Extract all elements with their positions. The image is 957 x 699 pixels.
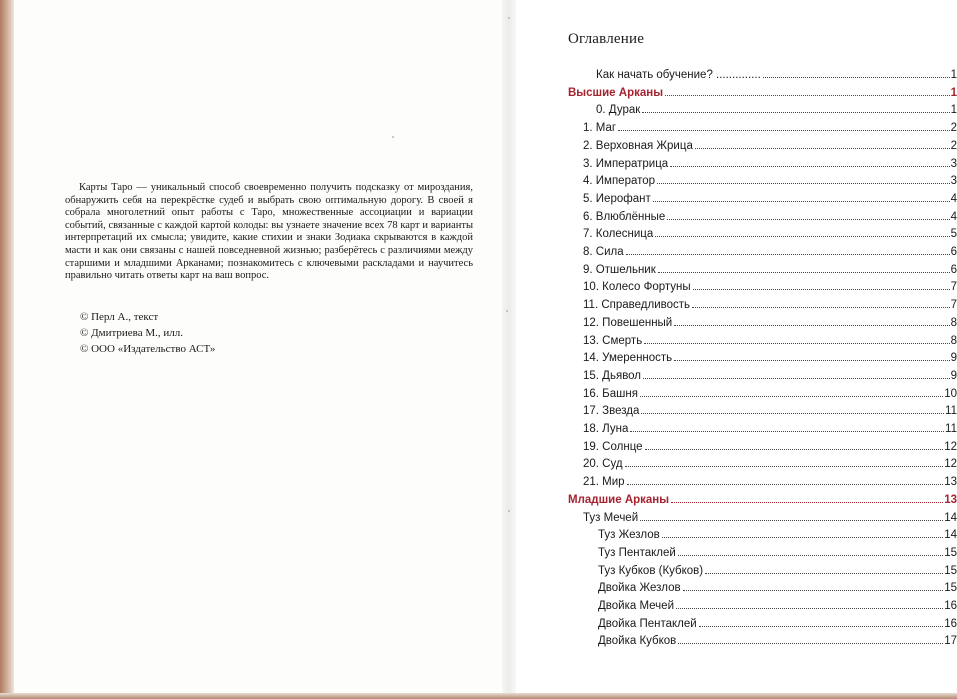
toc-entry-page: 7	[950, 281, 957, 293]
toc-leader-dots	[644, 333, 949, 344]
toc-entry-page: 4	[950, 211, 957, 223]
toc-entry-page: 6	[950, 264, 957, 276]
toc-leader-dots	[678, 633, 943, 644]
copyright-block	[80, 309, 380, 357]
toc-leader-dots	[657, 173, 950, 184]
toc-entry	[596, 67, 957, 84]
toc-entry-page: 3	[950, 175, 957, 187]
toc-entry-label: 18. Луна	[583, 423, 629, 435]
toc-leader-dots	[763, 67, 950, 78]
toc-entry-page: 17	[944, 635, 957, 647]
toc-leader-dots	[626, 244, 950, 255]
toc-entry-label: 10. Колесо Фортуны	[583, 281, 691, 293]
toc-leader-dots	[627, 474, 944, 485]
toc-entry-page: 12	[944, 458, 957, 470]
copyright-text-author: © Перл А., текст	[80, 311, 159, 323]
toc-entry-page: 10	[944, 388, 957, 400]
toc-entry-label: 19. Солнце	[583, 441, 643, 453]
toc-entry-label: Как начать обучение? ..............	[596, 69, 761, 81]
book-gutter	[502, 0, 516, 693]
toc-entry	[583, 474, 957, 491]
toc-entry-label: 17. Звезда	[583, 405, 640, 417]
toc-entry-page: 1	[950, 87, 957, 99]
toc-entry-label: 6. Влюблённые	[583, 211, 666, 223]
toc-entry-label: 11. Справедливость	[583, 299, 691, 311]
toc-title: Оглавление	[568, 31, 645, 47]
book-edge-left	[0, 0, 14, 699]
book-annotation: Карты Таро — уникальный способ своевременно получить подсказку от мироздания, обнаружить себя на перекрёстке судеб и выбрать свою оптимальную дорогу. В своей я собрала многолетний опыт работы с Таро, множественные ассоциации и вариации событий, связанные с каждой картой колоды: вы узнаете значение всех 78 карт и варианты интерпретаций их смысла; увидите, какие стихии и знаки Зодиака скрываются в каждой масти и как они связаны с нашей повседневной жизнью; разберётесь с различиями между старшими и младшими Арканами; познакомитесь с ключевыми раскладами и научитесь правильно читать ответы карт на ваш вопрос.	[65, 182, 473, 282]
toc-entry-page: 8	[950, 317, 957, 329]
toc-entry-page: 2	[950, 122, 957, 134]
toc-entry-page: 16	[944, 618, 957, 630]
copyright-publisher: © ООО «Издательство АСТ»	[80, 343, 216, 355]
toc-entry-page: 12	[944, 441, 957, 453]
toc-entry-page: 16	[944, 600, 957, 612]
toc-leader-dots	[641, 403, 944, 414]
toc-entry	[598, 633, 957, 650]
scan-speck	[508, 17, 510, 19]
toc-entry-label: Двойка Кубков	[598, 635, 677, 647]
toc-entry-label: Туз Пентаклей	[598, 547, 676, 559]
toc-section-heading	[568, 85, 957, 102]
toc-entry-page: 1	[950, 104, 957, 116]
toc-entry	[583, 209, 957, 226]
toc-entry	[583, 350, 957, 367]
toc-entry-label: Туз Жезлов	[598, 529, 660, 541]
toc-entry-page: 2	[950, 140, 957, 152]
book-edge-bottom	[0, 693, 957, 699]
toc-leader-dots	[625, 456, 944, 467]
toc-entry-page: 3	[950, 158, 957, 170]
scan-speck	[392, 136, 394, 138]
toc-entry	[596, 102, 957, 119]
toc-entry-page: 15	[944, 582, 957, 594]
toc-entry	[598, 527, 957, 544]
toc-entry	[583, 262, 957, 279]
toc-leader-dots	[653, 191, 950, 202]
toc-entry-label: 8. Сила	[583, 246, 624, 258]
toc-entry-label: 15. Дьявол	[583, 370, 642, 382]
toc-leader-dots	[699, 616, 944, 627]
toc-leader-dots	[693, 279, 950, 290]
toc-entry-page: 11	[945, 405, 957, 417]
toc-leader-dots	[665, 85, 950, 96]
toc-entry	[583, 173, 957, 190]
toc-entry	[583, 138, 957, 155]
toc-entry	[598, 580, 957, 597]
toc-entry	[583, 368, 957, 385]
toc-entry	[583, 421, 957, 438]
toc-entry	[583, 403, 957, 420]
toc-entry-page: 14	[944, 512, 957, 524]
toc-entry-label: 16. Башня	[583, 388, 638, 400]
toc-entry-label: Двойка Мечей	[598, 600, 674, 612]
toc-entry-page: 13	[944, 476, 957, 488]
toc-entry	[583, 156, 957, 173]
toc-entry-label: 0. Дурак	[596, 104, 641, 116]
toc-entry	[583, 439, 957, 456]
toc-leader-dots	[695, 138, 950, 149]
toc-entry	[583, 456, 957, 473]
toc-entry-label: 5. Иерофант	[583, 193, 651, 205]
toc-leader-dots	[640, 510, 943, 521]
toc-entry	[583, 244, 957, 261]
toc-entry-label: Туз Мечей	[583, 512, 639, 524]
toc-section-heading	[568, 492, 957, 509]
toc-entry-page: 8	[950, 335, 957, 347]
toc-entry-label: Младшие Арканы	[568, 494, 670, 506]
toc-leader-dots	[640, 386, 943, 397]
toc-leader-dots	[674, 350, 949, 361]
toc-entry-page: 9	[950, 352, 957, 364]
toc-entry	[583, 386, 957, 403]
toc-entry-page: 15	[944, 565, 957, 577]
toc-leader-dots	[667, 209, 949, 220]
toc-entry-label: Двойка Жезлов	[598, 582, 681, 594]
toc-entry	[598, 563, 957, 580]
toc-entry	[583, 279, 957, 296]
toc-leader-dots	[692, 297, 950, 308]
toc-entry	[583, 120, 957, 137]
toc-entry-page: 4	[950, 193, 957, 205]
toc-leader-dots	[618, 120, 950, 131]
toc-entry-label: 3. Императрица	[583, 158, 669, 170]
scan-speck	[506, 310, 508, 312]
toc-entry-label: 9. Отшельник	[583, 264, 656, 276]
toc-entry	[583, 510, 957, 527]
toc-entry-label: 20. Суд	[583, 458, 623, 470]
toc-leader-dots	[683, 580, 944, 591]
toc-leader-dots	[674, 315, 949, 326]
toc-entry	[583, 333, 957, 350]
toc-leader-dots	[678, 545, 943, 556]
toc-leader-dots	[630, 421, 944, 432]
toc-leader-dots	[662, 527, 943, 538]
toc-entry	[598, 616, 957, 633]
toc-entry	[583, 297, 957, 314]
toc-leader-dots	[670, 156, 949, 167]
toc-entry	[598, 545, 957, 562]
toc-entry-label: Двойка Пентаклей	[598, 618, 697, 630]
toc-entry-label: 2. Верховная Жрица	[583, 140, 693, 152]
scan-speck	[508, 510, 510, 512]
toc-entry-page: 1	[950, 69, 957, 81]
toc-entry-label: Туз Кубков (Кубков)	[598, 565, 704, 577]
toc-entry-label: 21. Мир	[583, 476, 625, 488]
toc-entry-page: 11	[945, 423, 957, 435]
toc-leader-dots	[705, 563, 943, 574]
toc-entry-page: 6	[950, 246, 957, 258]
toc-entry-label: 7. Колесница	[583, 228, 654, 240]
toc-leader-dots	[643, 368, 950, 379]
toc-leader-dots	[655, 226, 949, 237]
copyright-illustrator: © Дмитриева М., илл.	[80, 327, 183, 339]
toc-entry-page: 5	[950, 228, 957, 240]
toc-entry-page: 13	[944, 494, 957, 506]
toc-entry-page: 7	[950, 299, 957, 311]
toc-entry-page: 14	[944, 529, 957, 541]
toc-leader-dots	[658, 262, 950, 273]
toc-leader-dots	[671, 492, 943, 503]
toc-entry	[583, 226, 957, 243]
toc-leader-dots	[676, 598, 943, 609]
toc-entry	[583, 315, 957, 332]
toc-entry	[598, 598, 957, 615]
toc-entry-label: Высшие Арканы	[568, 87, 664, 99]
toc-leader-dots	[645, 439, 944, 450]
toc-entry-label: 1. Маг	[583, 122, 617, 134]
toc-entry-label: 13. Смерть	[583, 335, 643, 347]
toc-entry	[583, 191, 957, 208]
toc-entry-page: 15	[944, 547, 957, 559]
toc-entry-label: 14. Умеренность	[583, 352, 673, 364]
toc-entry-label: 4. Император	[583, 175, 656, 187]
toc-entry-page: 9	[950, 370, 957, 382]
toc-entry-label: 12. Повешенный	[583, 317, 673, 329]
toc-leader-dots	[642, 102, 949, 113]
